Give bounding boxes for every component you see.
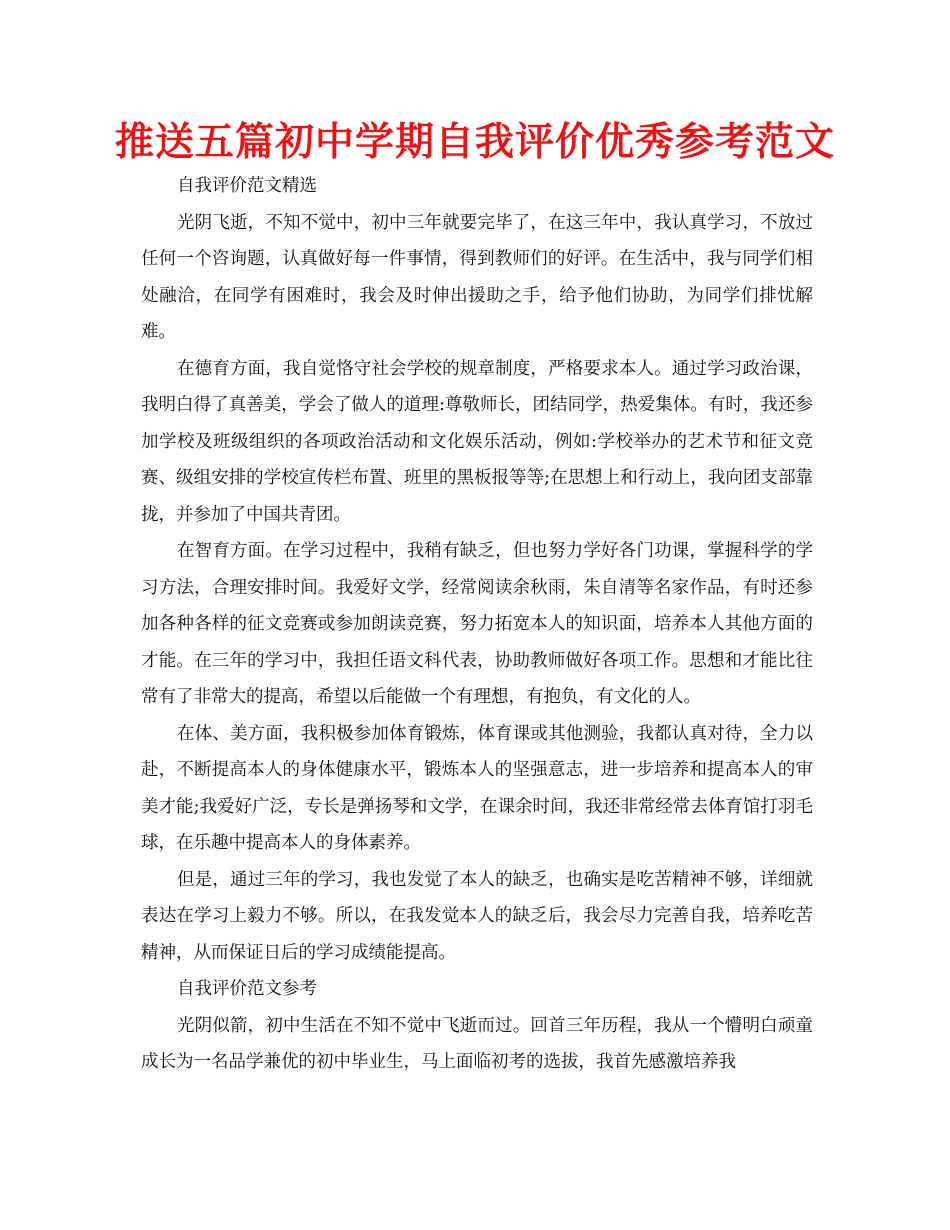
- section-heading: 自我评价范文参考: [177, 979, 317, 999]
- paragraph: 光阴飞逝，不知不觉中，初中三年就要完毕了，在这三年中，我认真学习，不放过任何一个咨询题，认真做好每一件事情，得到教师们的好评。在生活中，我与同学们相处融洽，在同学有困难时，我会及时伸出援助之手，给予他们协助，为同学们排忧解难。: [141, 212, 813, 342]
- paragraph: 在智育方面。在学习过程中，我稍有缺乏，但也努力学好各门功课，掌握科学的学习方法，合理安排时间。我爱好文学，经常阅读余秋雨，朱自清等名家作品，有时还参加各种各样的征文竞赛或参加朗读竞赛，努力拓宽本人的知识面，培养本人其他方面的才能。在三年的学习中，我担任语文科代表，协助教师做好各项工作。思想和才能比往常有了非常大的提高，希望以后能做一个有理想，有抱负，有文化的人。: [141, 541, 813, 707]
- document-body: [141, 168, 813, 1081]
- section-heading: 自我评价范文精选: [177, 176, 317, 196]
- document-title: 推送五篇初中学期自我评价优秀参考范文: [114, 120, 835, 165]
- paragraph: 但是，通过三年的学习，我也发觉了本人的缺乏，也确实是吃苦精神不够，详细就表达在学习上毅力不够。所以，在我发觉本人的缺乏后，我会尽力完善自我，培养吃苦精神，从而保证日后的学习成绩能提高。: [141, 869, 813, 963]
- paragraph: 在体、美方面，我积极参加体育锻炼，体育课或其他测验，我都认真对待，全力以赴，不断提高本人的身体健康水平，锻炼本人的坚强意志，进一步培养和提高本人的审美才能;我爱好广泛，专长是弹扬琴和文学，在课余时间，我还非常经常去体育馆打羽毛球，在乐趣中提高本人的身体素养。: [141, 723, 813, 853]
- paragraph: 光阴似箭，初中生活在不知不觉中飞逝而过。回首三年历程，我从一个懵明白顽童成长为一名品学兼优的初中毕业生，马上面临初考的选拔，我首先感激培养我: [141, 1015, 813, 1072]
- paragraph: 在德育方面，我自觉恪守社会学校的规章制度，严格要求本人。通过学习政治课，我明白得了真善美，学会了做人的道理:尊敬师长，团结同学，热爱集体。有时，我还参加学校及班级组织的各项政治活动和文化娱乐活动，例如:学校举办的艺术节和征文竞赛、级组安排的学校宣传栏布置、班里的黑板报等等;在思想上和行动上，我向团支部靠拢，并参加了中国共青团。: [141, 358, 813, 525]
